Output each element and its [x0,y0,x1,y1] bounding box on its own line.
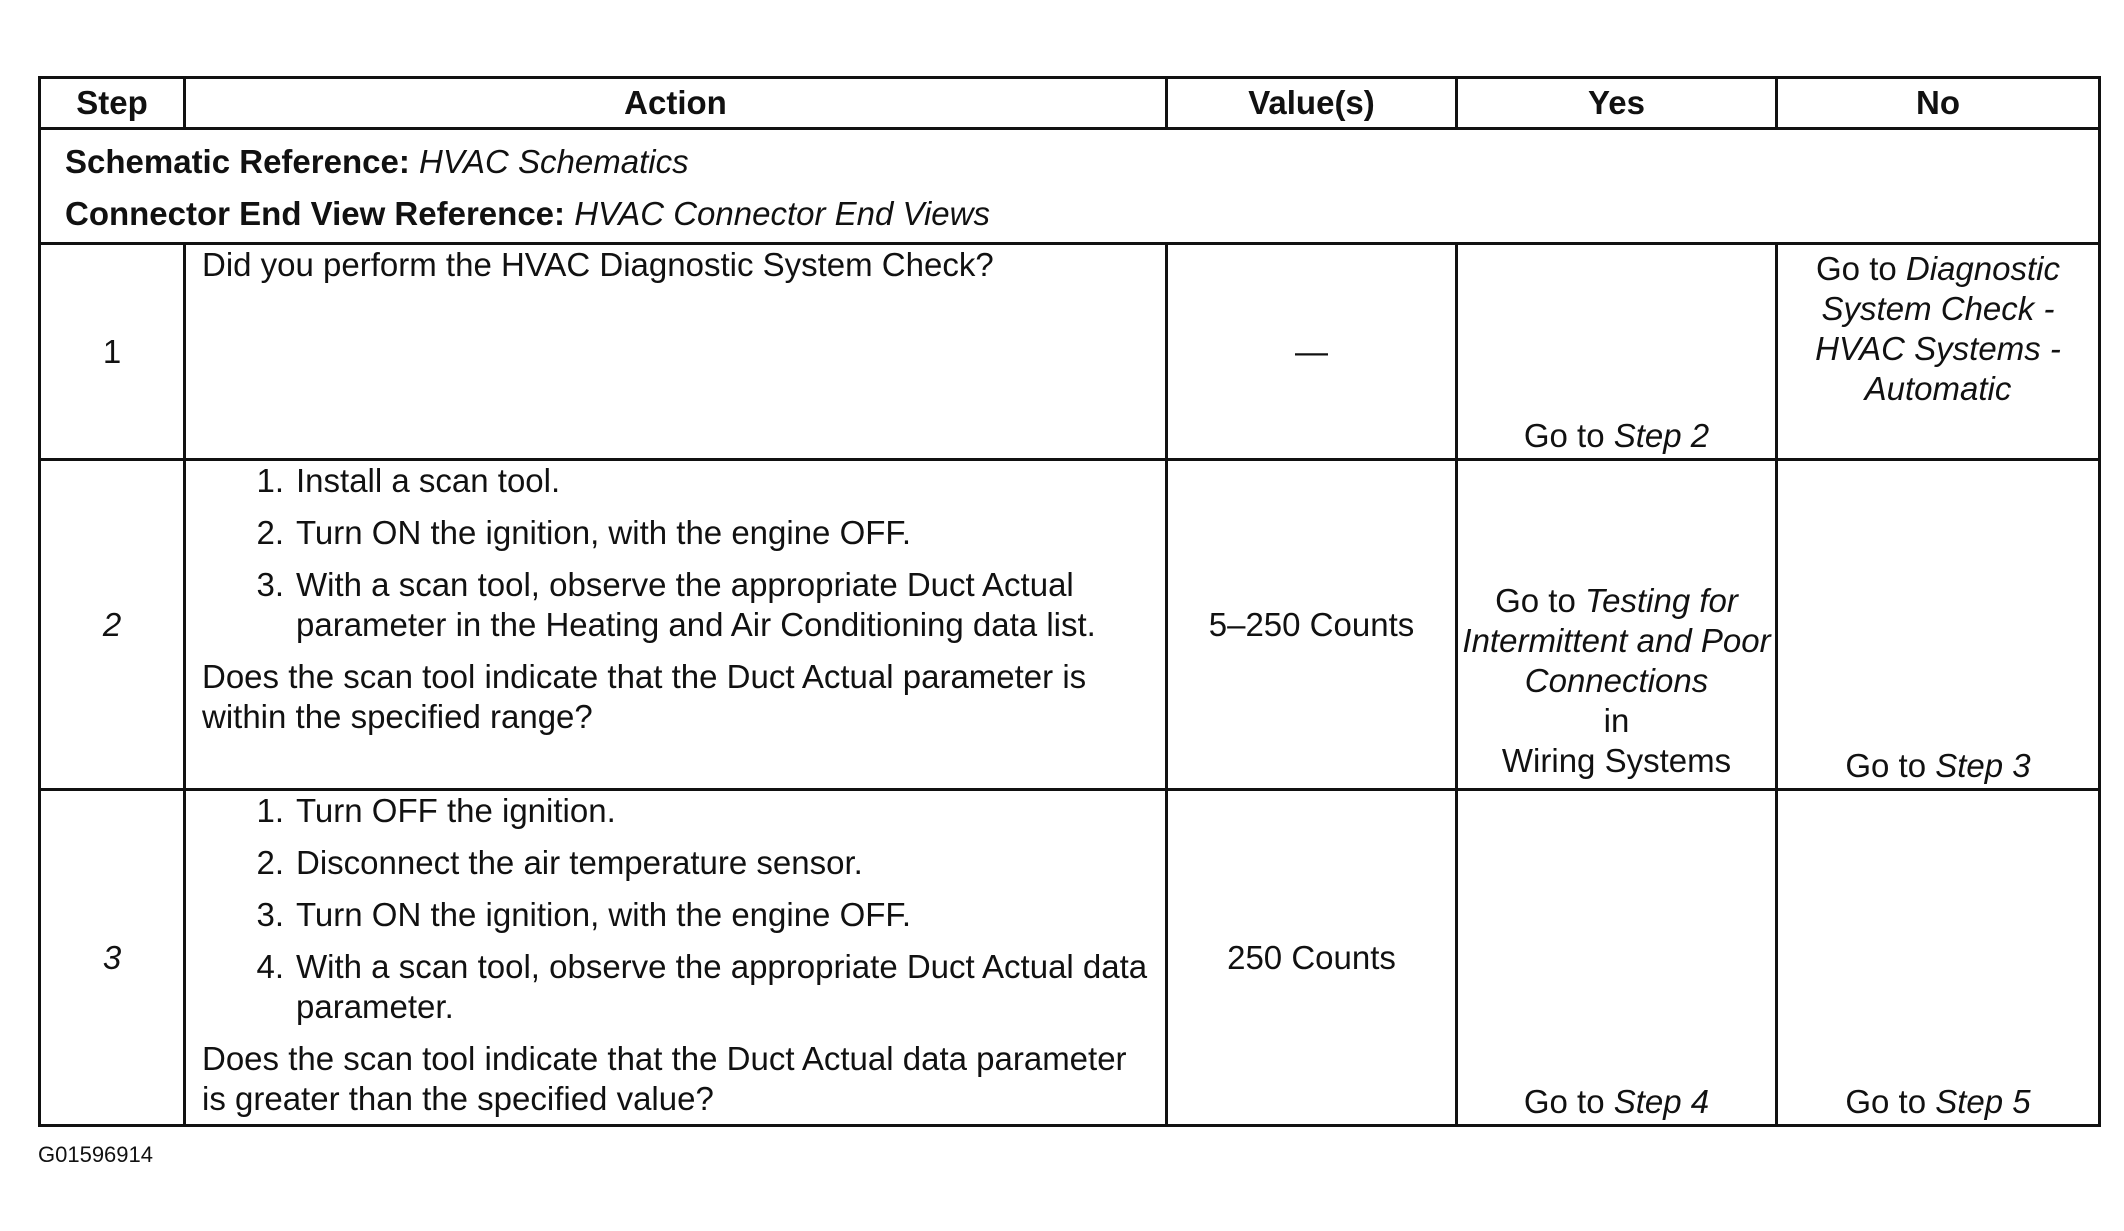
yes-cell [1457,790,1777,1126]
substep-item [202,461,1149,501]
substep-item [202,895,1149,935]
yes-cell [1457,244,1777,460]
yes-link[interactable]: Step 2 [1613,417,1710,454]
no-link[interactable]: Diagnostic System Check - HVAC Systems - Automatic [1815,250,2061,407]
action-text: Did you perform the HVAC Diagnostic System Check? [202,246,994,283]
substep-text: Turn ON the ignition, with the engine OFF. [296,896,912,933]
yes-prefix: Go to [1523,1083,1614,1120]
substep-item [202,843,1149,883]
substep-list [202,791,1149,1027]
substep-text: With a scan tool, observe the appropriate Duct Actual data parameter. [296,948,1148,1025]
reference-cell [40,129,2100,244]
yes-tail: Wiring Systems [1501,741,1732,779]
substep-text: Install a scan tool. [296,462,561,499]
question-text: Does the scan tool indicate that the Duct Actual data parameter is greater than the specified value? [202,1040,1127,1117]
substep-number: 2. [256,844,284,881]
step-number: 3 [40,790,185,1126]
header-row [40,78,2100,129]
no-cell [1777,790,2100,1126]
substep-number: 2. [256,514,284,551]
action-cell [185,460,1167,790]
step-row-2 [40,460,2100,790]
schematic-reference-label: Schematic Reference: [65,143,410,180]
substep-text: With a scan tool, observe the appropriate Duct Actual parameter in the Heating and Air Conditioning data list. [296,566,1096,643]
action-cell [185,790,1167,1126]
value-cell: 250 Counts [1167,790,1457,1126]
yes-link[interactable]: Step 4 [1613,1083,1710,1120]
substep-text: Turn ON the ignition, with the engine OFF. [296,514,912,551]
no-prefix: Go to [1845,747,1936,784]
substep-item [202,791,1149,831]
reference-row [40,129,2100,244]
step-row-3 [40,790,2100,1126]
header-no: No [1777,78,2100,129]
substep-item [202,513,1149,553]
yes-prefix: Go to [1495,581,1585,619]
substep-item [202,947,1149,1027]
yes-cell [1457,460,1777,790]
action-cell [185,244,1167,460]
yes-prefix: Go to [1523,417,1614,454]
yes-link[interactable]: Testing for Intermittent and Poor Connections [1462,581,1771,699]
no-cell [1777,460,2100,790]
schematic-reference-link[interactable]: HVAC Schematics [419,143,689,180]
substep-number: 4. [256,948,284,985]
substep-text: Turn OFF the ignition. [296,792,616,829]
header-action: Action [185,78,1167,129]
header-values: Value(s) [1167,78,1457,129]
yes-connector-word: in [1603,701,1630,739]
step-row-1 [40,244,2100,460]
value-cell: 5–250 Counts [1167,460,1457,790]
no-prefix: Go to [1816,250,1906,287]
connector-reference-label: Connector End View Reference: [65,195,566,232]
no-link[interactable]: Step 3 [1935,747,2031,784]
no-prefix: Go to [1845,1083,1936,1120]
no-cell [1777,244,2100,460]
diagnostic-table [38,76,2101,1127]
connector-reference [65,188,2074,240]
connector-reference-link[interactable]: HVAC Connector End Views [574,195,990,232]
substep-text: Disconnect the air temperature sensor. [296,844,863,881]
no-link[interactable]: Step 5 [1935,1083,2031,1120]
step-number: 2 [40,460,185,790]
header-yes: Yes [1457,78,1777,129]
substep-number: 1. [256,792,284,829]
header-step: Step [40,78,185,129]
substep-number: 3. [256,566,284,603]
substep-number: 1. [256,462,284,499]
substep-number: 3. [256,896,284,933]
substep-list [202,461,1149,645]
figure-id: G01596914 [38,1142,153,1167]
substep-item [202,565,1149,645]
value-cell: — [1167,244,1457,460]
question-text: Does the scan tool indicate that the Duct Actual parameter is within the specified range? [202,658,1087,735]
step-number: 1 [40,244,185,460]
schematic-reference [65,136,2074,188]
